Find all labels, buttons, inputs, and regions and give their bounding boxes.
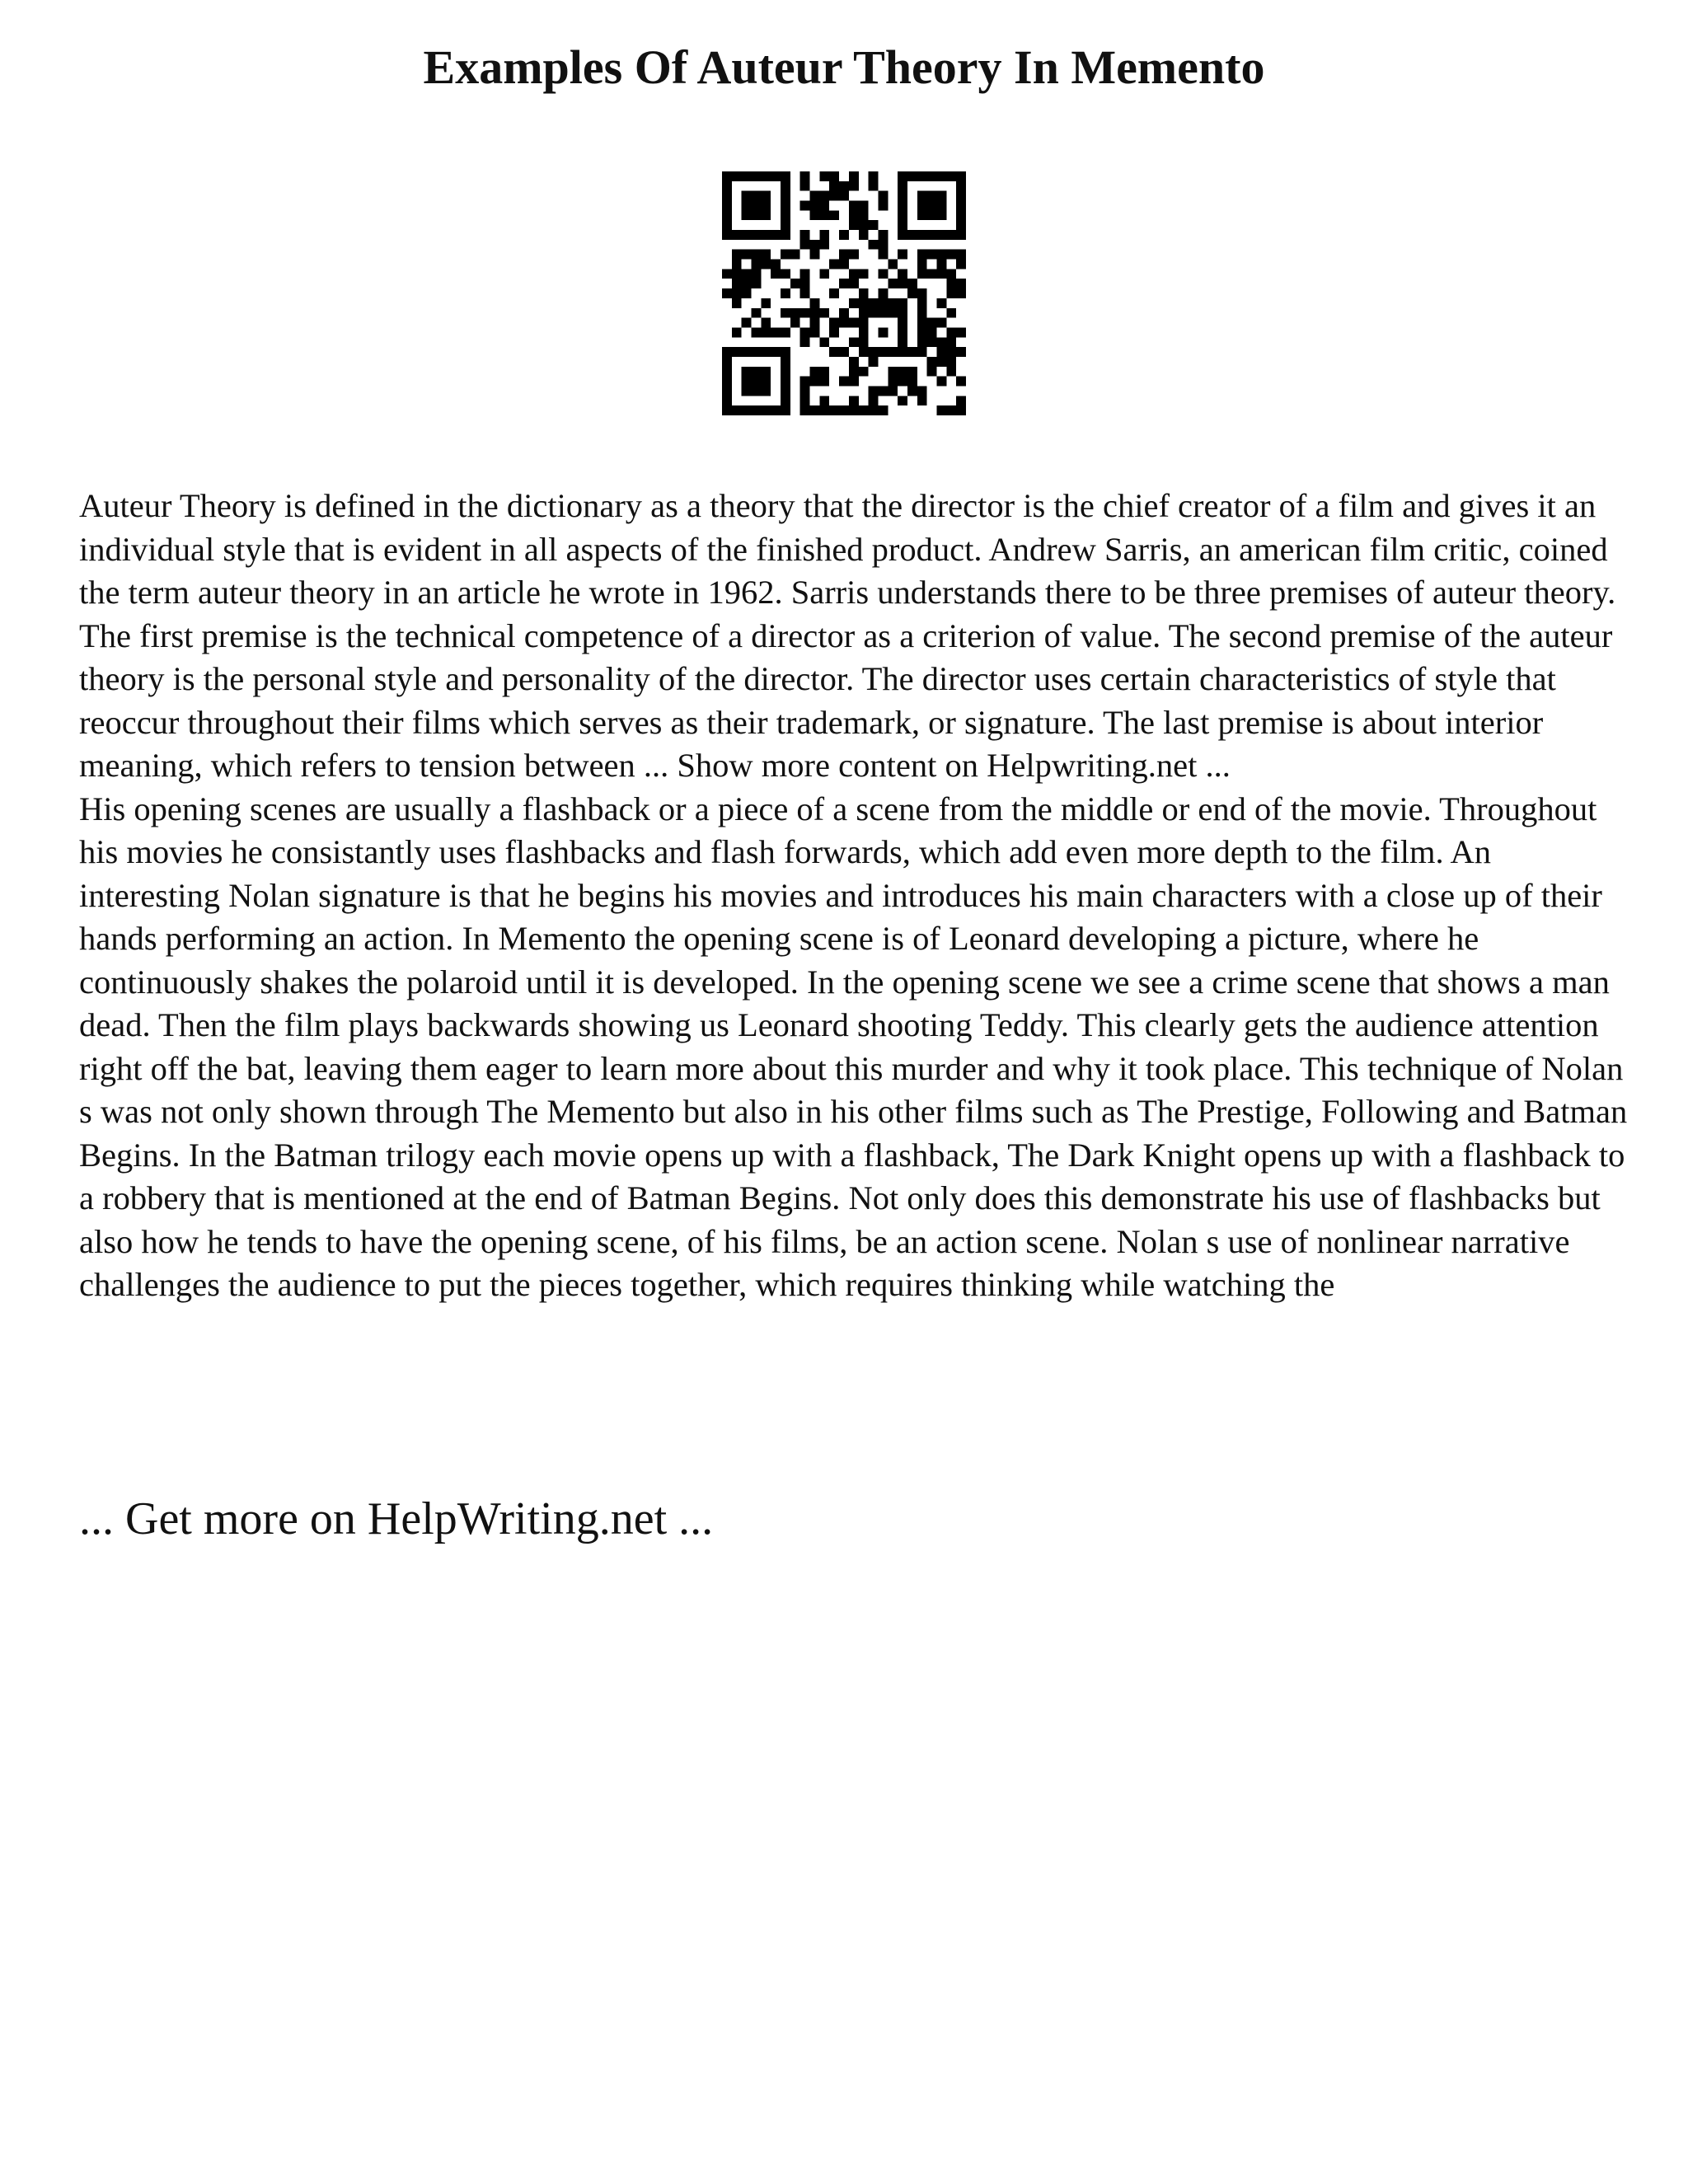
paragraph-intro: Auteur Theory is defined in the dictionary as a theory that the director is the chief creator of a film and gives it an individual style that is evident in all aspects of the finished product. Andrew Sarris, an american film critic, coined the term auteur theory in an article he wrote in 1962. Sarris understands there to be three premises of auteur theory. The first premise is the technical competence of a director as a criterion of value. The second premise of the auteur theory is the personal style and personality of the director. The director uses certain characteristics of style that reoccur throughout their films which serves as their trademark, or signature. The last premise is about interior meaning, which refers to tension between ... Show more content on Helpwriting.net ... (79, 487, 1616, 784)
get-more-link[interactable]: ... Get more on HelpWriting.net ... (79, 1493, 714, 1544)
page-title: Examples Of Auteur Theory In Memento (423, 40, 1265, 94)
paragraph-nolan-signature: His opening scenes are usually a flashback or a piece of a scene from the middle or end of the movie. Throughout his movies he consistantly uses flashbacks and flash forwards, which add even more depth to the film. An interesting Nolan signature is that he begins his movies and introduces his main characters with a close up of their hands performing an action. In Memento the opening scene is of Leonard developing a picture, where he continuously shakes the polaroid until it is developed. In the opening scene we see a crime scene that shows a man dead. Then the film plays backwards showing us Leonard shooting Teddy. This clearly gets the audience attention right off the bat, leaving them eager to learn more about this murder and why it took place. This technique of Nolan s was not only shown through The Memento but also in his other films such as The Prestige, Following and Batman Begins. In the Batman trilogy each movie opens up with a flashback, The Dark Knight opens up with a flashback to a robbery that is mentioned at the end of Batman Begins. Not only does this demonstrate his use of flashbacks but also how he tends to have the opening scene, of his films, be an action scene. Nolan s use of nonlinear narrative challenges the audience to put the pieces together, which requires thinking while watching the (79, 790, 1628, 1303)
qr-code-icon (722, 171, 966, 415)
article-body (79, 485, 1629, 1307)
